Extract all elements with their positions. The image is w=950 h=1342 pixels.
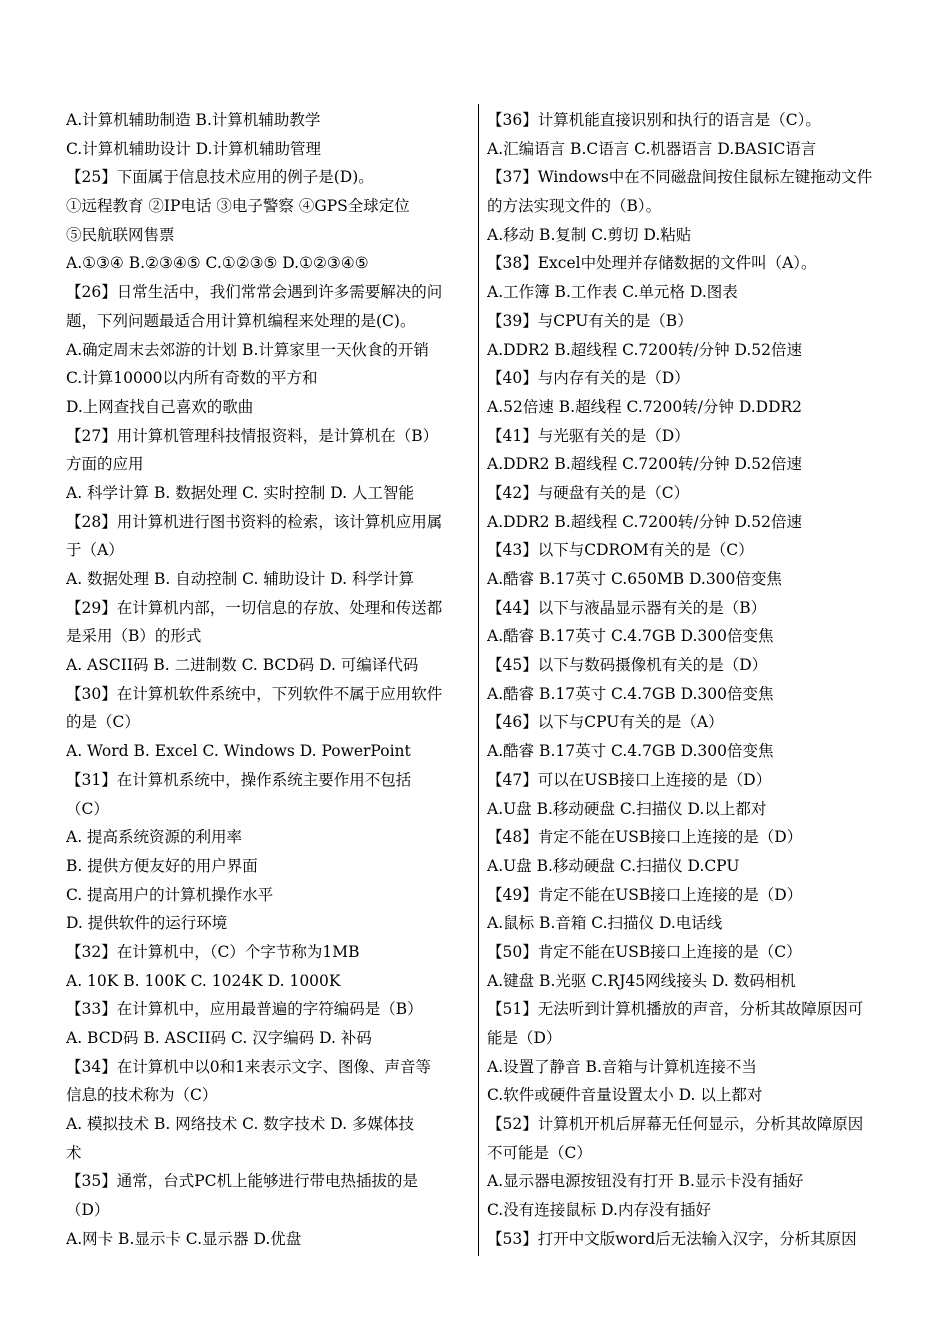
text-line: A.酷睿 B.17英寸 C.4.7GB D.300倍变焦 [487, 742, 774, 761]
text-line: 【30】在计算机软件系统中，下列软件不属于应用软件 [66, 684, 443, 703]
text-line: A. 模拟技术 B. 网络技术 C. 数字技术 D. 多媒体技 [66, 1115, 414, 1134]
text-line: A.酷睿 B.17英寸 C.650MB D.300倍变焦 [487, 570, 782, 588]
text-line: 不可能是（C） [487, 1143, 592, 1162]
text-line: 【40】与内存有关的是（D） [487, 369, 690, 388]
text-line: A. 10K B. 100K C. 1024K D. 1000K [66, 971, 341, 990]
text-line: 【43】以下与CDROM有关的是（C） [487, 541, 754, 560]
text-line: 信息的技术称为（C） [66, 1086, 218, 1105]
text-line: 于（A） [66, 541, 124, 560]
text-line: A.酷睿 B.17英寸 C.4.7GB D.300倍变焦 [487, 684, 774, 703]
text-line: A.DDR2 B.超线程 C.7200转/分钟 D.52倍速 [487, 512, 803, 531]
text-line: 术 [66, 1143, 82, 1162]
text-line: （D） [66, 1201, 110, 1220]
text-line: 【29】在计算机内部，一切信息的存放、处理和传送都 [66, 598, 443, 617]
text-line: A.U盘 B.移动硬盘 C.扫描仪 D.CPU [487, 856, 740, 875]
text-line: A.鼠标 B.音箱 C.扫描仪 D.电话线 [487, 914, 723, 933]
text-line: 【33】在计算机中，应用最普遍的字符编码是（B） [66, 1000, 423, 1019]
text-line: A.工作簿 B.工作表 C.单元格 D.图表 [487, 283, 738, 302]
text-line: A.网卡 B.显示卡 C.显示器 D.优盘 [66, 1229, 302, 1248]
text-line: A.①③④ B.②③④⑤ C.①②③⑤ D.①②③④⑤ [66, 254, 369, 273]
text-line: A.键盘 B.光驱 C.RJ45网线接头 D. 数码相机 [487, 971, 796, 990]
text-line: 【48】肯定不能在USB接口上连接的是（D） [487, 828, 803, 847]
text-line: 【27】用计算机管理科技情报资料，是计算机在（B） [66, 426, 439, 445]
text-line: 的方法实现文件的（B）。 [487, 197, 662, 216]
text-line: 是采用（B）的形式 [66, 627, 202, 646]
text-line: 【28】用计算机进行图书资料的检索，该计算机应用属 [66, 512, 443, 531]
text-line: 【35】通常，台式PC机上能够进行带电热插拔的是 [66, 1172, 419, 1191]
text-line: A.计算机辅助制造 B.计算机辅助教学 [66, 111, 321, 129]
text-line: 【41】与光驱有关的是（D） [487, 426, 690, 445]
text-line: 【31】在计算机系统中，操作系统主要作用不包括 [66, 770, 412, 789]
text-line: C. 提高用户的计算机操作水平 [66, 885, 274, 904]
text-line: A. 科学计算 B. 数据处理 C. 实时控制 D. 人工智能 [66, 483, 414, 502]
column-divider [478, 104, 479, 1256]
right-column [487, 106, 897, 1254]
text-line: C.没有连接鼠标 D.内存没有插好 [487, 1201, 711, 1220]
text-line: 能是（D） [487, 1029, 562, 1047]
text-line: 【44】以下与液晶显示器有关的是（B） [487, 598, 767, 617]
text-line: 【49】肯定不能在USB接口上连接的是（D） [487, 885, 803, 904]
text-line: 【52】计算机开机后屏幕无任何显示，分析其故障原因 [487, 1115, 864, 1134]
text-line: A.显示器电源按钮没有打开 B.显示卡没有插好 [487, 1172, 804, 1191]
text-line: A. ASCII码 B. 二进制数 C. BCD码 D. 可编译代码 [66, 656, 419, 675]
text-line: A. 数据处理 B. 自动控制 C. 辅助设计 D. 科学计算 [66, 570, 414, 588]
text-line: 【34】在计算机中以0和1来表示文字、图像、声音等 [66, 1057, 431, 1076]
text-line: 【47】可以在USB接口上连接的是（D） [487, 770, 772, 789]
text-line: 【53】打开中文版word后无法输入汉字，分析其原因 [487, 1229, 857, 1248]
text-line: 的是（C） [66, 713, 140, 732]
text-line: 【26】日常生活中，我们常常会遇到许多需要解决的问 [66, 283, 443, 302]
text-line: 【25】下面属于信息技术应用的例子是(D)。 [66, 168, 374, 187]
text-line: A.DDR2 B.超线程 C.7200转/分钟 D.52倍速 [487, 455, 803, 474]
text-line: A.确定周末去郊游的计划 B.计算家里一天伙食的开销 [66, 340, 429, 359]
text-line: A.U盘 B.移动硬盘 C.扫描仪 D.以上都对 [487, 799, 767, 818]
text-line: A.52倍速 B.超线程 C.7200转/分钟 D.DDR2 [487, 397, 803, 416]
text-line: 【38】Excel中处理并存储数据的文件叫（A）。 [487, 254, 817, 273]
text-line: 题，下列问题最适合用计算机编程来处理的是(C)。 [66, 311, 416, 330]
text-line: A.汇编语言 B.C语言 C.机器语言 D.BASIC语言 [487, 139, 817, 158]
text-line: 【37】Windows中在不同磁盘间按住鼠标左键拖动文件 [487, 168, 873, 187]
text-line: A. Word B. Excel C. Windows D. PowerPoint [66, 742, 411, 761]
text-line: ⑤民航联网售票 [66, 225, 175, 244]
text-line: A. BCD码 B. ASCII码 C. 汉字编码 D. 补码 [66, 1029, 372, 1047]
text-line: 【42】与硬盘有关的是（C） [487, 483, 690, 502]
text-line: ①远程教育 ②IP电话 ③电子警察 ④GPS全球定位 [66, 197, 410, 216]
text-line: B. 提供方便友好的用户界面 [66, 856, 258, 875]
text-line: 【45】以下与数码摄像机有关的是（D） [487, 656, 768, 675]
left-column [66, 106, 470, 1254]
text-line: （C） [66, 799, 109, 818]
text-line: A.酷睿 B.17英寸 C.4.7GB D.300倍变焦 [487, 627, 774, 646]
text-line: A.设置了静音 B.音箱与计算机连接不当 [487, 1057, 757, 1076]
text-line: 【36】计算机能直接识别和执行的语言是（C）。 [487, 111, 821, 129]
text-line: 方面的应用 [66, 455, 144, 474]
text-line: C.计算机辅助设计 D.计算机辅助管理 [66, 139, 321, 158]
text-line: 【46】以下与CPU有关的是（A） [487, 713, 724, 732]
text-line: C.软件或硬件音量设置太小 D. 以上都对 [487, 1086, 763, 1105]
text-line: 【51】无法听到计算机播放的声音，分析其故障原因可 [487, 1000, 864, 1019]
text-line: D.上网查找自己喜欢的歌曲 [66, 397, 254, 416]
text-line: 【50】肯定不能在USB接口上连接的是（C） [487, 942, 802, 961]
text-line: 【39】与CPU有关的是（B） [487, 311, 693, 330]
text-line: A.DDR2 B.超线程 C.7200转/分钟 D.52倍速 [487, 340, 803, 359]
text-line: A. 提高系统资源的利用率 [66, 828, 243, 847]
text-line: A.移动 B.复制 C.剪切 D.粘贴 [487, 225, 692, 244]
text-line: 【32】在计算机中，（C）个字节称为1MB [66, 942, 360, 961]
text-line: D. 提供软件的运行环境 [66, 914, 228, 933]
text-line: C.计算10000以内所有奇数的平方和 [66, 369, 318, 388]
